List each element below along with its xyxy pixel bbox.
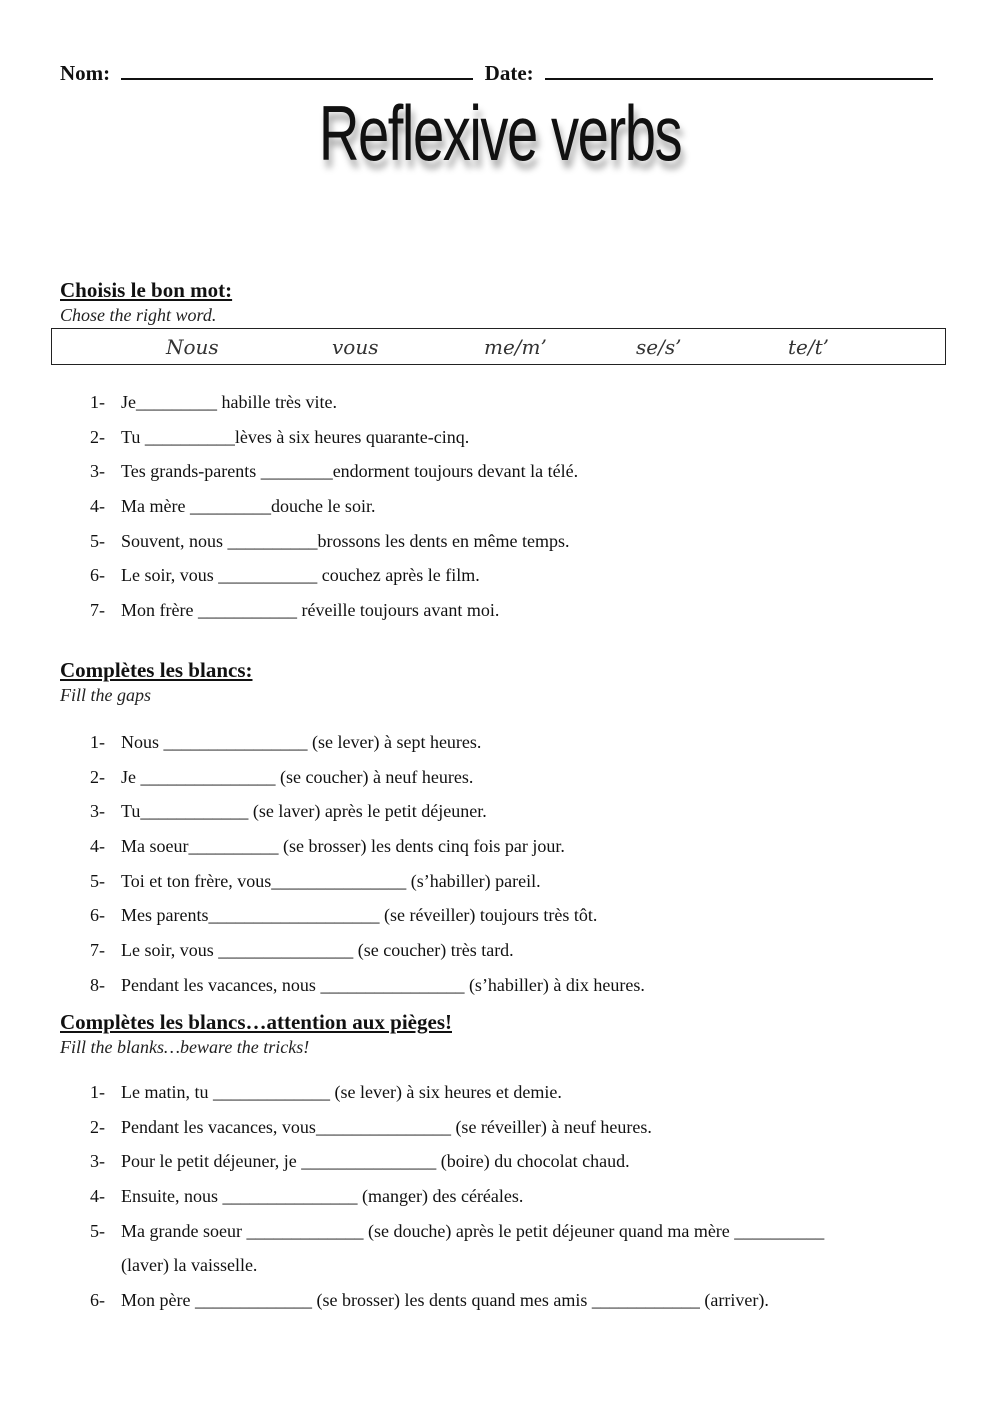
section3-subtitle: Fill the blanks…beware the tricks! [60,1037,310,1057]
word-bank [51,328,946,365]
item-number: 2- [90,766,105,787]
item-text: Toi et ton frère, vous_______________ (s’habiller) pareil. [121,870,541,891]
item-number: 2- [90,1116,105,1137]
item-number: 7- [90,600,105,621]
item-number: 4- [90,496,105,517]
word-bank-item: se/s’ [636,335,682,359]
item-number: 5- [90,870,105,891]
item-text: Ma mère _________douche le soir. [121,496,376,517]
item-number: 4- [90,836,105,857]
item-text: Tu____________ (se laver) après le petit déjeuner. [121,801,487,822]
item-text: Tes grands-parents ________endorment toujours devant la télé. [121,461,579,482]
item-text: Je _______________ (se coucher) à neuf heures. [121,766,474,787]
item-number: 6- [90,1290,105,1311]
date-field[interactable] [545,58,933,80]
item-number: 7- [90,940,105,961]
item-text: Pour le petit déjeuner, je _______________ (boire) du chocolat chaud. [121,1151,630,1172]
item-text: Je_________ habille très vite. [121,392,337,412]
name-label: Nom: [60,61,111,85]
item-text: Souvent, nous __________brossons les dents en même temps. [121,530,570,551]
item-number: 6- [90,905,105,926]
item-text: Le matin, tu _____________ (se lever) à six heures et demie. [121,1082,562,1102]
item-text: Ma soeur__________ (se brosser) les dents cinq fois par jour. [121,836,565,857]
word-bank-item: vous [332,335,379,359]
section1-subtitle: Chose the right word. [60,305,217,325]
section2-title: Complètes les blancs: [60,658,253,682]
item-text: Le soir, vous _______________ (se coucher) très tard. [121,940,514,961]
item-number: 3- [90,1151,105,1172]
item-number: 3- [90,801,105,822]
section3-title: Complètes les blancs…attention aux pièges! [60,1010,452,1034]
item-number: 6- [90,565,105,586]
item-text: Ensuite, nous _______________ (manger) des céréales. [121,1186,524,1207]
item-text: Mon frère ___________ réveille toujours avant moi. [121,600,500,621]
item-number: 1- [90,1082,105,1102]
item-number: 8- [90,974,105,995]
section2-subtitle: Fill the gaps [60,685,151,705]
word-bank-item: me/m’ [484,335,547,359]
name-field[interactable] [121,58,473,80]
item-text: Tu __________lèves à six heures quarante-cinq. [121,426,470,447]
item-text: Mon père _____________ (se brosser) les dents quand mes amis ____________ (arriver). [121,1290,769,1311]
item-text: Pendant les vacances, nous ________________ (s’habiller) à dix heures. [121,974,645,995]
item-text-continued: (laver) la vaisselle. [121,1255,258,1276]
item-number: 3- [90,461,105,482]
item-number: 4- [90,1186,105,1207]
item-text: Pendant les vacances, vous_______________ (se réveiller) à neuf heures. [121,1116,652,1137]
item-number: 1- [90,392,105,412]
item-number: 5- [90,1220,105,1241]
item-number: 1- [90,732,105,752]
item-text: Nous ________________ (se lever) à sept heures. [121,732,482,752]
item-number: 2- [90,426,105,447]
date-label: Date: [484,61,534,85]
item-text: Mes parents___________________ (se réveiller) toujours très tôt. [121,905,598,926]
page-title: Reflexive verbs [318,89,682,177]
section1-title: Choisis le bon mot: [60,278,233,302]
word-bank-item: te/t’ [788,335,830,359]
header [60,58,940,86]
item-text: Ma grande soeur _____________ (se douche) après le petit déjeuner quand ma mère __________ [121,1220,825,1241]
word-bank-item: Nous [166,335,219,359]
item-number: 5- [90,530,105,551]
item-text: Le soir, vous ___________ couchez après le film. [121,565,480,586]
